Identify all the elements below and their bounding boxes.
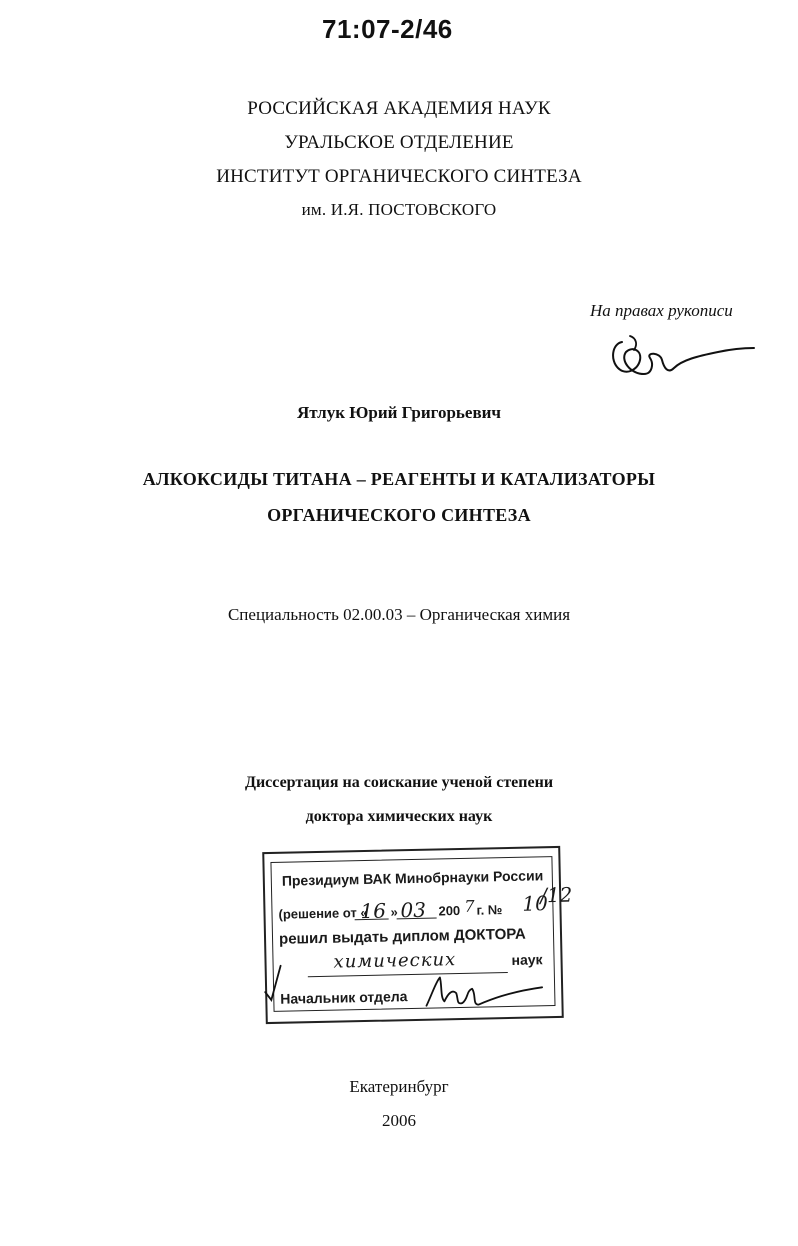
stamp-handwritten-year-digit: 7 [464,896,475,916]
institution-dedication: им. И.Я. ПОСТОВСКОГО [301,200,497,219]
stamp-handwritten-month: 03 [400,897,427,923]
author-signature [608,330,758,390]
stamp-check-mark [261,962,286,1002]
stamp-head-label: Начальник отдела [280,988,408,1007]
stamp-decision-prefix: (решение от « [278,904,368,922]
dissertation-title-line1: АЛКОКСИДЫ ТИТАНА – РЕАГЕНТЫ И КАТАЛИЗАТОРЫ [142,469,656,489]
stamp-handwritten-number: 10 [522,891,549,916]
approval-stamp [262,846,573,1024]
stamp-handwritten-day: 16 [360,898,387,924]
stamp-head-signature [418,969,549,1012]
author-name: Ятлук Юрий Григорьевич [296,403,502,422]
institution-academy: РОССИЙСКАЯ АКАДЕМИЯ НАУК [247,98,551,119]
stamp-inner-frame [270,856,573,1012]
year: 2006 [382,1111,416,1130]
dissertation-title-line2: ОРГАНИЧЕСКОГО СИНТЕЗА [267,505,531,525]
stamp-presidium: Президиум ВАК Минобрнауки России [281,867,544,889]
stamp-decision-year-prefix: 200 [438,903,461,919]
city: Екатеринбург [349,1077,449,1096]
manuscript-note: На правах рукописи [590,301,733,320]
stamp-handwritten-number-suffix: /12 [539,882,573,908]
institution-branch: УРАЛЬСКОЕ ОТДЕЛЕНИЕ [284,132,514,153]
stamp-decision-year-suffix: г. № [476,902,503,918]
specialty: Специальность 02.00.03 – Органическая химия [227,605,571,624]
archive-code: 71:07-2/46 [322,14,453,44]
degree-line2: доктора химических наук [305,808,493,825]
stamp-award-text: решил выдать диплом ДОКТОРА [278,925,526,948]
stamp-decision-sep: » [390,904,398,920]
institution-name: ИНСТИТУТ ОРГАНИЧЕСКОГО СИНТЕЗА [216,166,582,187]
degree-line1: Диссертация на соискание ученой степени [244,774,554,791]
stamp-handwritten-field: химических [333,949,457,973]
stamp-science-word: наук [511,951,543,968]
